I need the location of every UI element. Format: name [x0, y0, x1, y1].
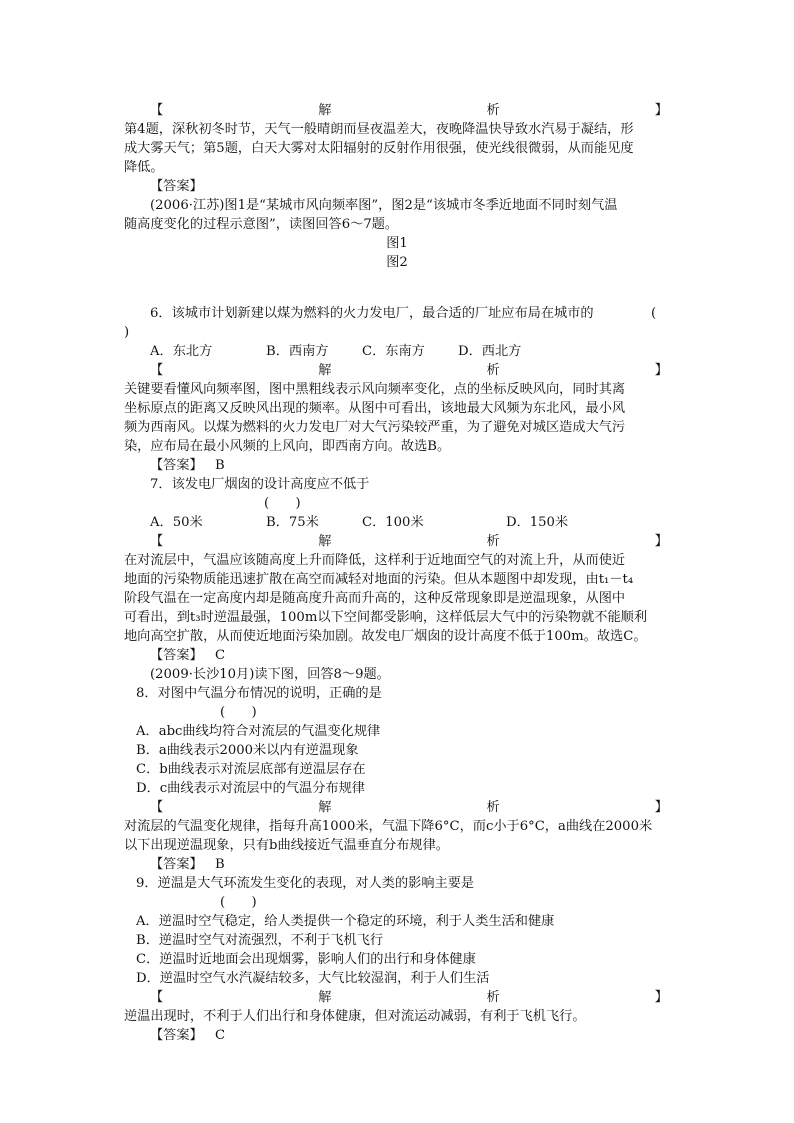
bracket-open: 【 — [150, 990, 164, 1005]
question-intro: (2009·长沙10月)读下图，回答8～9题。 — [150, 667, 390, 682]
answer-value: B — [214, 857, 225, 872]
explanation-header — [124, 798, 670, 817]
explanation-text: 频为西南风。以煤为燃料的火力发电厂对大气污染较严重，为了避免对城区造成大气污 — [124, 420, 626, 435]
option-b: B．西南方 — [266, 344, 329, 359]
explanation-text: 地面的污染物质能迅速扩散在高空而减轻对地面的污染。但从本题图中却发现，由t₁－t₄ — [124, 572, 634, 587]
option-d: D．西北方 — [458, 344, 522, 359]
xi-char: 析 — [486, 363, 500, 378]
answer-paren: ( ) — [220, 705, 257, 720]
option-a: A．50米 — [150, 515, 203, 530]
option-a: A．东北方 — [150, 344, 213, 359]
answer-value: B — [214, 458, 225, 473]
question-intro: 随高度变化的过程示意图”，读图回答6～7题。 — [124, 217, 399, 232]
option-d: D．逆温时空气水汽凝结较多，大气比较湿润，利于人们生活 — [136, 971, 490, 986]
bracket-close: 】 — [654, 534, 668, 549]
option-b: B．75米 — [266, 515, 319, 530]
explanation-text: 可看出，到t₃时逆温最强，100m以下空间都受影响，这样低层大气中的污染物就不能顺利 — [124, 610, 648, 625]
explanation-text: 染，应布局在最小风频的上风向，即西南方向。故选B。 — [124, 439, 451, 454]
bracket-open: 【 — [150, 103, 164, 118]
explanation-text: 成大雾天气；第5题，白天大雾对太阳辐射的反射作用很强，使光线很微弱，从而能见度 — [124, 141, 634, 156]
question-9-stem: 9．逆温是大气环流发生变化的表现，对人类的影响主要是 — [136, 876, 475, 891]
option-c: C．b曲线表示对流层底部有逆温层存在 — [136, 762, 366, 777]
bracket-open: 【 — [150, 800, 164, 815]
option-c: C．东南方 — [362, 344, 425, 359]
answer-label: 【答案】 — [150, 857, 203, 872]
answer-row — [124, 646, 670, 665]
jie-char: 解 — [318, 363, 332, 378]
explanation-text: 阶段气温在一定高度内却是随高度升高而升高的，这种反常现象即是逆温现象，从图中 — [124, 591, 626, 606]
explanation-header — [124, 988, 670, 1007]
paren-close: ) — [124, 325, 130, 340]
jie-char: 解 — [318, 990, 332, 1005]
answer-label: 【答案】 — [150, 648, 203, 663]
bracket-close: 】 — [654, 103, 668, 118]
document-page — [124, 101, 670, 1045]
question-text: 6．该城市计划新建以煤为燃料的火力发电厂，最合适的厂址应布局在城市的 — [150, 306, 594, 321]
explanation-text: 第4题，深秋初冬时节，天气一般晴朗而昼夜温差大，夜晚降温快导致水汽易于凝结，形 — [124, 122, 634, 137]
answer-label: 【答案】 — [150, 179, 203, 194]
option-d: D．150米 — [506, 515, 569, 530]
paren-open: ( — [651, 306, 657, 321]
explanation-header — [124, 101, 670, 120]
explanation-header — [124, 361, 670, 380]
option-a: A．逆温时空气稳定，给人类提供一个稳定的环境，利于人类生活和健康 — [136, 914, 555, 929]
explanation-text: 坐标原点的距离又反映风出现的频率。从图中可看出，该地最大风频为东北风，最小风 — [124, 401, 626, 416]
xi-char: 析 — [486, 534, 500, 549]
figure-caption-2: 图2 — [386, 255, 408, 270]
explanation-text: 在对流层中，气温应该随高度上升而降低，这样利于近地面空气的对流上升，从而使近 — [124, 553, 626, 568]
bracket-open: 【 — [150, 534, 164, 549]
answer-label: 【答案】 — [150, 1028, 203, 1043]
jie-char: 解 — [318, 534, 332, 549]
jie-char: 解 — [318, 800, 332, 815]
explanation-text: 关键要看懂风向频率图，图中黑粗线表示风向频率变化，点的坐标反映风向，同时其离 — [124, 382, 626, 397]
explanation-text: 逆温出现时，不利于人们出行和身体健康，但对流运动减弱，有利于飞机飞行。 — [124, 1009, 586, 1024]
answer-row — [124, 456, 670, 475]
explanation-text: 对流层的气温变化规律，指每升高1000米，气温下降6°C，而c小于6°C，a曲线在2000米 — [124, 819, 653, 834]
option-c: C．100米 — [362, 515, 424, 530]
option-b: B．a曲线表示2000米以内有逆温现象 — [136, 743, 359, 758]
figure-caption-1: 图1 — [386, 236, 408, 251]
question-7-stem: 7．该发电厂烟囱的设计高度应不低于 — [150, 477, 370, 492]
option-c: C．逆温时近地面会出现烟雾，影响人们的出行和身体健康 — [136, 952, 476, 967]
explanation-text: 地向高空扩散，从而使近地面污染加剧。故发电厂烟囱的设计高度不低于100m。故选C。 — [124, 629, 647, 644]
question-6-stem — [124, 304, 670, 323]
option-a: A．abc曲线均符合对流层的气温变化规律 — [136, 724, 381, 739]
answer-value: C — [214, 648, 226, 663]
option-d: D．c曲线表示对流层中的气温分布规律 — [136, 781, 365, 796]
question-intro: (2006·江苏)图1是“某城市风向频率图”，图2是“该城市冬季近地面不同时刻气温 — [150, 198, 618, 213]
explanation-text: 以下出现逆温现象，只有b曲线接近气温垂直分布规律。 — [124, 838, 449, 853]
answer-value: C — [214, 1028, 226, 1043]
bracket-close: 】 — [654, 800, 668, 815]
explanation-header — [124, 532, 670, 551]
question-8-stem: 8．对图中气温分布情况的说明，正确的是 — [136, 686, 382, 701]
bracket-close: 】 — [654, 363, 668, 378]
answer-paren: ( ) — [264, 496, 301, 511]
answer-row — [124, 1026, 670, 1045]
xi-char: 析 — [486, 990, 500, 1005]
answer-row — [124, 855, 670, 874]
bracket-close: 】 — [654, 990, 668, 1005]
bracket-open: 【 — [150, 363, 164, 378]
answer-paren: ( ) — [220, 895, 257, 910]
jie-char: 解 — [318, 103, 332, 118]
answer-label: 【答案】 — [150, 458, 203, 473]
question-7-options — [124, 513, 670, 532]
explanation-text: 降低。 — [124, 160, 164, 175]
xi-char: 析 — [486, 800, 500, 815]
xi-char: 析 — [486, 103, 500, 118]
option-b: B．逆温时空气对流强烈，不利于飞机飞行 — [136, 933, 384, 948]
question-6-options — [124, 342, 670, 361]
